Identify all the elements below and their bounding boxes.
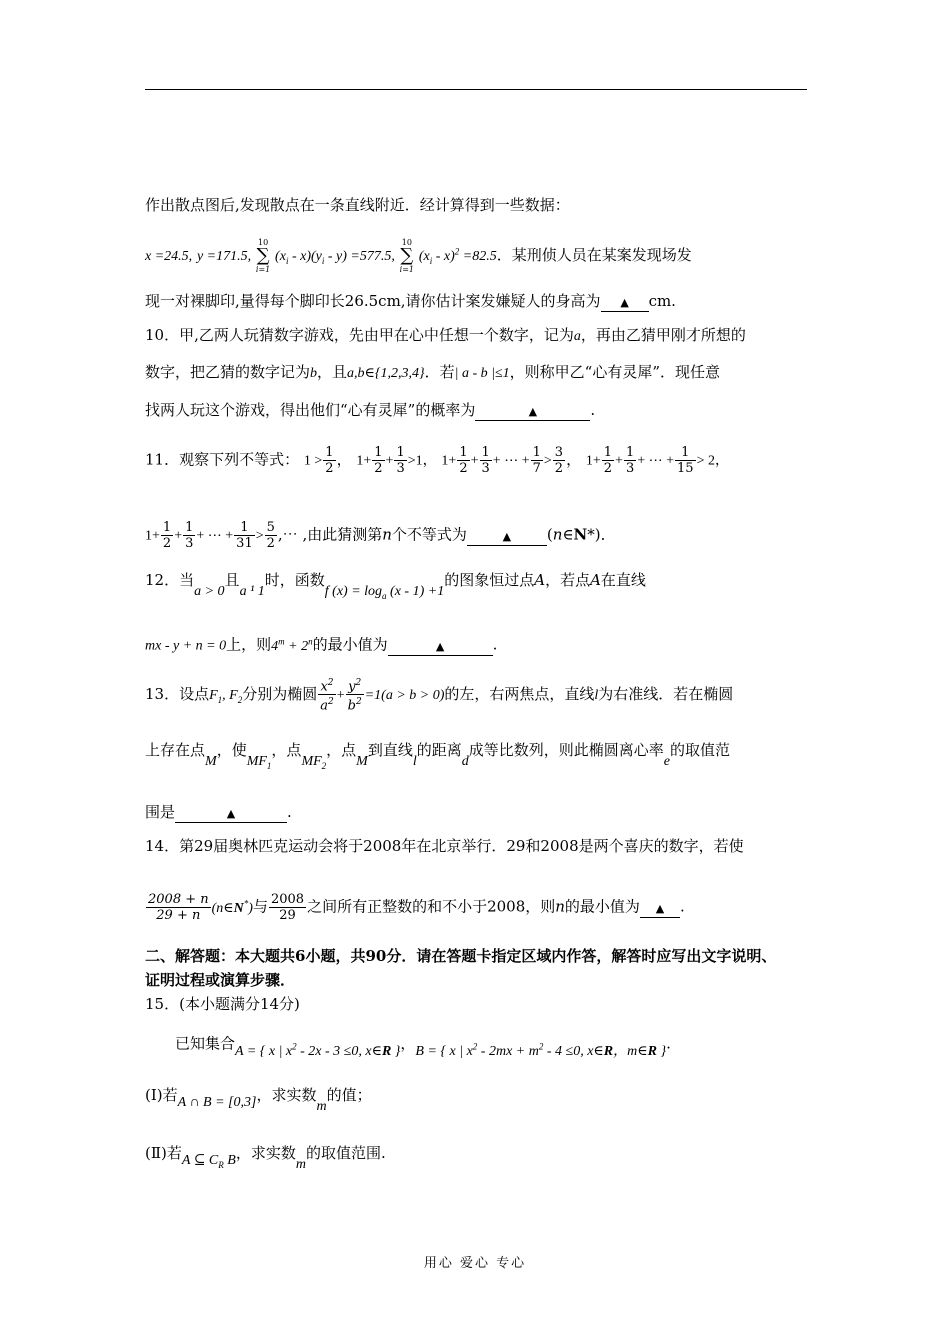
answer-blank[interactable]: ▲ — [388, 639, 493, 656]
header-rule — [145, 89, 807, 90]
answer-blank[interactable]: ▲ — [175, 806, 287, 823]
sum-symbol: 10 ∑ i=1 — [255, 238, 271, 274]
q10-line2: 数字，把乙猜的数字记为b，且a,b∈{1,2,3,4}．若| a - b |≤1，则称甲乙“心有灵犀”．现任意 — [145, 363, 720, 381]
page-footer: 用心 爱心 专心 — [423, 1256, 527, 1271]
q12-line2: mx - y + n = 0上，则$4^m + 2^n$的最小值为 ▲ . — [145, 635, 498, 654]
q9-data-line: x =24.5, y =171.5, 10 ∑ i=1 $(x_i - x)(y_i - y) =577.5$, 10 ∑ i=1 $(x_i - x)^2 =82.5$．某刑侦人员在某案发现场发 — [145, 238, 692, 274]
q15-sets: 已知集合A = { x | $x^2 - 2x - 3 \le 0$, x∈R }，B = { x | $x^2 - 2mx + m^2 - 4 \le 0$, x∈R，m∈R }. — [175, 1034, 671, 1059]
answer-blank[interactable]: ▲ — [475, 404, 590, 421]
q9-question-line: 现一对裸脚印,量得每个脚印长26.5cm,请你估计案发嫌疑人的身高为 ▲ cm. — [145, 292, 676, 310]
q12-line1: 12．当a > 0且a ¹ 1时，函数f $(x) = \log_a (x - 1) +1$的图象恒过点A，若点A在直线 — [145, 571, 646, 601]
q11-line1: 11．观察下列不等式： 1 > $\frac{1}{2}$ ， 1+ $\frac{1}{2}$ + $\frac{1}{3}$ >1， 1+ $\frac{1}{2}$ + $\frac{1}{3}$ + ⋯ + $\frac{1}{7}$ > $\frac{3}{2}$ ， 1+ $\frac{1}{2}$ + $\frac{1}{3}$ + ⋯ + $\frac{1}{15}$ > 2， — [145, 445, 729, 476]
q11-line2: 1+ $\frac{1}{2}$ + $\frac{1}{3}$ + ⋯ + $\frac{1}{31}$ > $\frac{5}{2}$ ,⋯ ,由此猜测第n个不等式为 ▲ (n∈N*)． — [145, 520, 616, 551]
q10-line3: 找两人玩这个游戏，得出他们“心有灵犀”的概率为 ▲ . — [145, 401, 596, 419]
q15-part2: (Ⅱ)若A ⊆ $C_R$ B，求实数m的取值范围. — [145, 1144, 386, 1172]
q15-part1: (Ⅰ)若A ∩ B = [0,3]，求实数m的值； — [145, 1086, 372, 1114]
q15-head: 15．(本小题满分14分) — [145, 995, 300, 1013]
answer-blank[interactable]: ▲ — [640, 901, 680, 918]
q14-line2: $\frac{2008 + n}{29 + n}$ (n∈N*)与 $\frac{2008}{29}$ 之间所有正整数的和不小于2008，则n的最小值为 ▲ . — [148, 892, 685, 923]
answer-blank[interactable]: ▲ — [467, 529, 547, 546]
q13-line2: 上存在点M，使$MF_1$，点$MF_2$，点M到直线l的距离d成等比数列，则此椭圆离心率e的取值范 — [145, 741, 731, 771]
section-two-title: 二、解答题：本大题共6小题，共90分．请在答题卡指定区域内作答，解答时应写出文字说明、 — [145, 947, 777, 965]
sum-symbol: 10 ∑ i=1 — [399, 238, 415, 274]
answer-blank[interactable]: ▲ — [601, 295, 649, 312]
section-two-title-cont: 证明过程或演算步骤． — [145, 971, 296, 989]
q10-line1: 10．甲,乙两人玩猜数字游戏，先由甲在心中任想一个数字，记为a，再由乙猜甲刚才所想的 — [145, 326, 746, 344]
q14-line1: 14．第29届奥林匹克运动会将于2008年在北京举行．29和2008是两个喜庆的数字，若使 — [145, 837, 744, 855]
q13-line1: 13．设点$F_1$, $F_2$分别为椭圆 $\frac{x^2}{a^2}$ + $\frac{y^2}{b^2}$ =1(a > b > 0)的左，右两焦点，直线l为右准线．若在椭圆 — [145, 678, 734, 714]
q9-intro: 作出散点图后,发现散点在一条直线附近．经计算得到一些数据： — [145, 196, 570, 214]
q13-line3: 围是 ▲ . — [145, 803, 292, 821]
